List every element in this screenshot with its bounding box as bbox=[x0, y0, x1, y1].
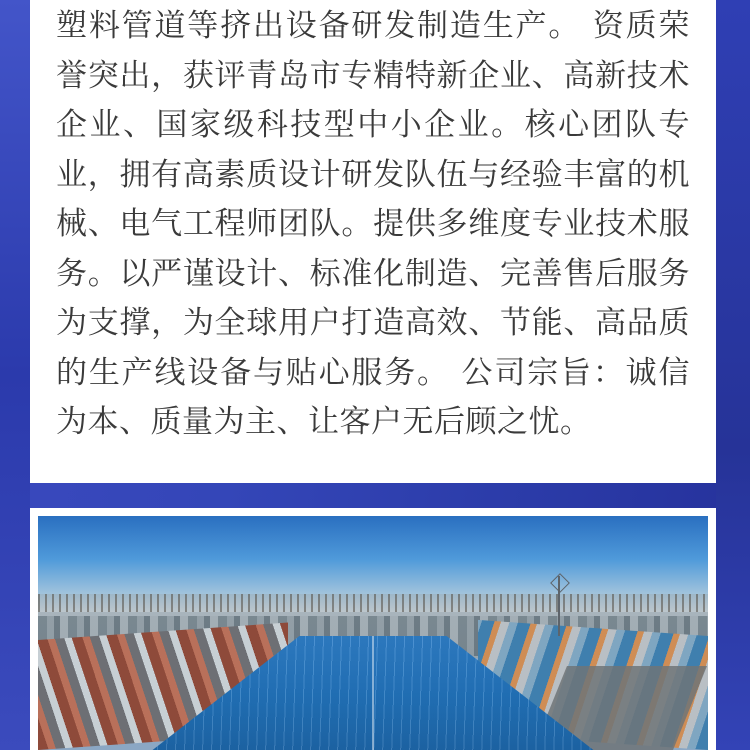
photo-card bbox=[30, 508, 716, 750]
article-body: 塑料管道等挤出设备研发制造生产。 资质荣誉突出，获评青岛市专精特新企业、高新技术企业、国家级科技型中小企业。核心团队专业，拥有高素质设计研发队伍与经验丰富的机械、电气工程师团队。提供多维度专业技术服务。以严谨设计、标准化制造、完善售后服务为支撑，为全球用户打造高效、节能、高品质的生产线设备与贴心服务。 公司宗旨：诚信为本、质量为主、让客户无后顾之忧。 bbox=[56, 8, 690, 440]
left-background-band bbox=[0, 0, 30, 750]
antenna-mast-icon bbox=[558, 576, 560, 636]
article-card bbox=[30, 0, 716, 483]
roof-ridge-line bbox=[372, 636, 374, 750]
right-background-band bbox=[716, 0, 750, 750]
factory-aerial-photo bbox=[38, 516, 708, 750]
